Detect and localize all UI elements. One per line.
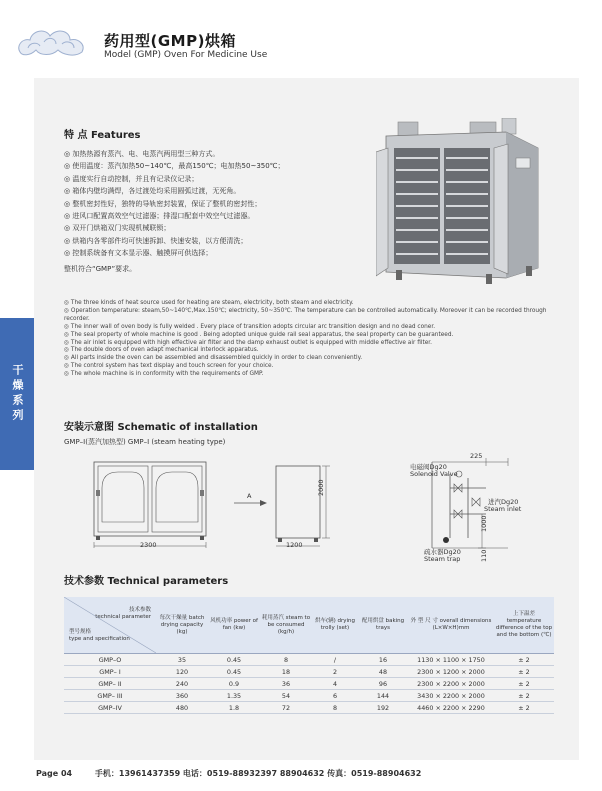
side-view-drawing	[272, 462, 344, 554]
table-cell: ± 2	[494, 654, 554, 666]
table-cell: 8	[312, 702, 358, 714]
table-cell: GMP–IV	[64, 702, 156, 714]
dim-110-label: 110	[480, 549, 488, 562]
table-cell: ± 2	[494, 702, 554, 714]
tech-parameters-table	[64, 597, 554, 714]
table-cell: 4460 × 2200 × 2290	[408, 702, 494, 714]
feature-item-en: ◎ The whole machine is in conformity with the requirements of GMP.	[64, 371, 264, 378]
table-cell: 0.45	[208, 654, 260, 666]
tech-heading: 技术参数 Technical parameters	[64, 576, 229, 587]
arrow-right-icon	[234, 498, 268, 508]
dim-width-label: 2300	[140, 541, 157, 549]
table-cell: ± 2	[494, 690, 554, 702]
feature-item-en: ◎ The double doors of oven adapt mechanical interlock apparatus.	[64, 347, 259, 354]
feature-item-en: ◎ The inner wall of oven body is fully welded . Every place of transition adopts circular arc transition design and no dead coner.	[64, 323, 436, 330]
view-a-label: A	[247, 492, 252, 500]
feature-item-en: ◎ The three kinds of heat source used for heating are steam, electricity, both steam and electricity.	[64, 300, 354, 306]
header-dimensions: 外 型 尺 寸 overall dimensions (L×W×H)mm	[408, 597, 494, 654]
table-cell: 120	[156, 666, 208, 678]
table-cell: GMP– II	[64, 678, 156, 690]
table-cell: 3430 × 2200 × 2000	[408, 690, 494, 702]
steam-inlet-en: Steam inlet	[484, 505, 522, 513]
steam-trap-en: Steam trap	[424, 555, 461, 563]
dim-height-label: 2000	[317, 479, 325, 496]
side-tab-label: 干燥系列	[11, 364, 24, 424]
dim-depth-label: 1200	[286, 541, 303, 549]
table-row	[64, 702, 554, 714]
dim-1000-label: 1000	[480, 515, 488, 532]
table-row	[64, 690, 554, 702]
feature-item-cn: ◎ 整机密封性好，独特的导轨密封装置，保证了整机的密封性；	[64, 199, 262, 208]
feature-item-cn: ◎ 控制系统备有文本显示器、触摸屏可供选择；	[64, 249, 213, 258]
table-body	[64, 654, 554, 714]
schematic-heading: 安装示意图 Schematic of installation	[64, 422, 258, 433]
page-number: Page 04	[36, 769, 73, 778]
table-cell: 0.9	[208, 678, 260, 690]
features-summary: 整机符合“GMP”要求。	[64, 265, 137, 273]
table-cell: 480	[156, 702, 208, 714]
table-cell: 18	[260, 666, 312, 678]
side-category-tab	[0, 318, 34, 470]
table-cell: 4	[312, 678, 358, 690]
page-title: 药用型(GMP)烘箱	[104, 32, 236, 50]
diagonal-divider	[64, 597, 156, 653]
header	[0, 0, 602, 70]
feature-item-cn: ◎ 烘箱内各零部件均可快速拆卸、快速安装，以方便清洗；	[64, 236, 248, 245]
feature-item-cn: ◎ 加热热源有蒸汽、电、电蒸汽两用型三种方式。	[64, 150, 220, 158]
table-cell: GMP– III	[64, 690, 156, 702]
header-cell-type	[64, 597, 156, 654]
header-type-cn: 型号规格	[69, 629, 92, 635]
feature-item-en: ◎ All parts inside the oven can be assembled and disassembled quickly in order to clean conveniently.	[64, 355, 363, 362]
table-cell: 6	[312, 690, 358, 702]
dim-225-label: 225	[470, 452, 483, 460]
table-cell: ± 2	[494, 678, 554, 690]
feature-item-cn: ◎ 使用温度：蒸汽加热50~140℃，最高150℃；电加热50~350℃；	[64, 162, 285, 171]
feature-item-cn: ◎ 箱体内壁均满焊，各过渡处均采用圆弧过渡，无死角。	[64, 187, 241, 196]
feature-item-en: ◎ Operation temperature: steam,50~140℃,Max.150℃; electricity, 50~350℃. The temperature can be controlled automatically. Moreover it can be recorded through recorder.	[64, 307, 547, 322]
header-fan-power: 风机功率 power of fan (kw)	[208, 597, 260, 654]
header-tech-param-cn: 技术参数	[128, 607, 151, 613]
feature-item-en: ◎ The control system has text display and touch screen for your choice.	[64, 363, 274, 370]
feature-item-cn: ◎ 温度实行自动控制，并且有记录仪记录；	[64, 174, 199, 183]
table-cell: 0.45	[208, 666, 260, 678]
table-row	[64, 666, 554, 678]
feature-item-cn: ◎ 进风口配置高效空气过滤器；排湿口配套中效空气过滤器。	[64, 212, 255, 221]
header-steam: 耗用蒸汽 steam to be consumed (kg/h)	[260, 597, 312, 654]
footer	[36, 768, 421, 779]
feature-item-cn: ◎ 双开门烘箱双门实现机械联锁；	[64, 224, 171, 233]
feature-item-en: ◎ The seal property of whole machine is good . Being adopted unique guide rail seal apparatus, the seal property can be guaranteed.	[64, 331, 454, 338]
table-cell: GMP– I	[64, 666, 156, 678]
features-heading: 特 点 Features	[64, 130, 141, 141]
table-cell: 8	[260, 654, 312, 666]
header-trays: 配用烘盘 baking trays	[358, 597, 408, 654]
table-cell: 35	[156, 654, 208, 666]
features-list-en	[64, 300, 559, 379]
header-capacity: 每次干燥量 batch drying capacity (kg)	[156, 597, 208, 654]
cloud-logo-icon	[14, 22, 90, 64]
table-cell: 36	[260, 678, 312, 690]
table-cell: 1130 × 1100 × 1750	[408, 654, 494, 666]
features-list-cn	[64, 148, 360, 260]
oven-photo	[376, 118, 552, 290]
table-cell: 1.8	[208, 702, 260, 714]
table-cell: 48	[358, 666, 408, 678]
steam-inlet-cn: 进汽Dg20	[488, 498, 519, 506]
table-cell: 240	[156, 678, 208, 690]
page-subtitle: Model (GMP) Oven For Medicine Use	[104, 50, 268, 60]
table-cell: 16	[358, 654, 408, 666]
table-cell: 192	[358, 702, 408, 714]
table-cell: /	[312, 654, 358, 666]
schematic-subheading: GMP–I(蒸汽加热型) GMP–I (steam heating type)	[64, 438, 226, 446]
table-cell: 1.35	[208, 690, 260, 702]
table-header-row	[64, 597, 554, 654]
header-trolly: 烘车(辆) drying trolly (set)	[312, 597, 358, 654]
header-temp-diff: 上下温差 temperature difference of the top and the bottom (℃)	[494, 597, 554, 654]
contact-info: 手机：13961437359 电话：0519-88932397 88904632 传真：0519-88904632	[94, 769, 422, 778]
solenoid-valve-en: Solenoid Valve	[410, 470, 458, 478]
steam-trap-cn: 疏水器Dg20	[424, 548, 461, 556]
table-cell: 2300 × 1200 × 2000	[408, 666, 494, 678]
table-cell: 72	[260, 702, 312, 714]
header-tech-param-en: technical parameter	[95, 614, 151, 620]
table-cell: GMP–O	[64, 654, 156, 666]
header-type-en: type and specification	[69, 636, 130, 642]
solenoid-valve-cn: 电磁阀Dg20	[410, 463, 447, 471]
table-cell: 144	[358, 690, 408, 702]
table-row	[64, 678, 554, 690]
table-cell: 96	[358, 678, 408, 690]
table-row	[64, 654, 554, 666]
table-cell: 2	[312, 666, 358, 678]
table-cell: 54	[260, 690, 312, 702]
feature-item-en: ◎ The air inlet is equipped with high effective air filter and the damp exhaust outlet is equipped with middle effective air filter.	[64, 339, 432, 346]
table-cell: 360	[156, 690, 208, 702]
table-cell: 2300 × 2200 × 2000	[408, 678, 494, 690]
table-cell: ± 2	[494, 666, 554, 678]
